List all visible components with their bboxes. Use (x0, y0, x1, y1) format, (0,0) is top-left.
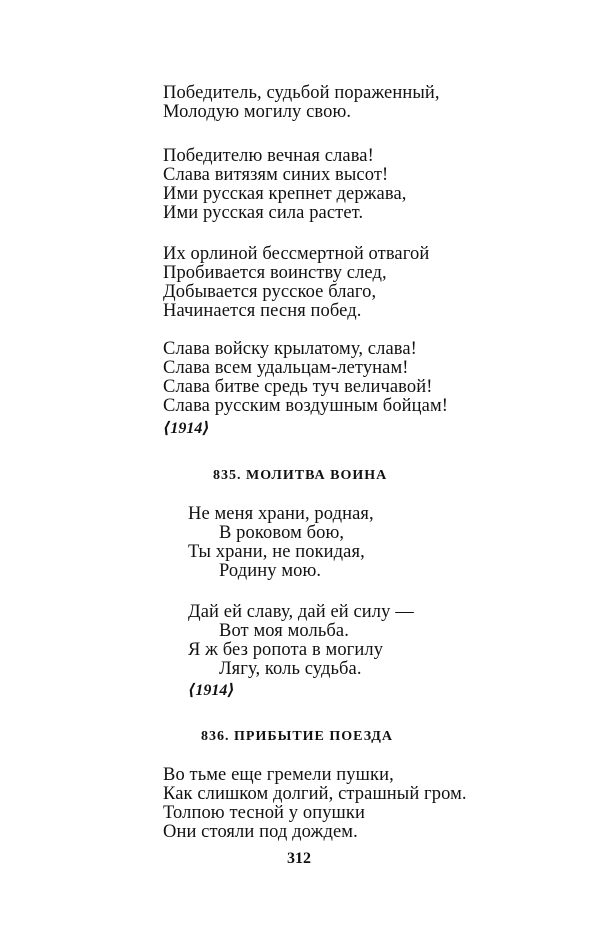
verse-line: Как слишком долгий, страшный гром. (163, 784, 467, 804)
poem-date: ⟨1914⟩ (188, 682, 235, 699)
poem-title: 836. ПРИБЫТИЕ ПОЕЗДА (201, 729, 393, 744)
verse-line: Начинается песня побед. (163, 301, 362, 321)
verse-line: Слава войску крылатому, слава! (163, 339, 417, 359)
verse-line: Во тьме еще гремели пушки, (163, 765, 394, 785)
verse-line: Ими русская сила растет. (163, 203, 364, 223)
verse-line: Толпою тесной у опушки (163, 803, 365, 823)
verse-line: Лягу, коль судьба. (219, 659, 362, 679)
verse-line: Дай ей славу, дай ей силу — (188, 602, 414, 622)
page-number: 312 (287, 850, 311, 867)
verse-line: Ими русская крепнет держава, (163, 184, 407, 204)
verse-line: В роковом бою, (219, 523, 345, 543)
verse-line: Они стояли под дождем. (163, 822, 358, 842)
verse-line: Слава русским воздушным бойцам! (163, 396, 449, 416)
poem-title: 835. МОЛИТВА ВОИНА (213, 468, 388, 483)
verse-line: Победителю вечная слава! (163, 146, 374, 166)
verse-line: Родину мою. (219, 561, 322, 581)
verse-line: Победитель, судьбой пораженный, (163, 83, 440, 103)
verse-line: Их орлиной бессмертной отвагой (163, 244, 430, 264)
poem-date: ⟨1914⟩ (163, 420, 210, 437)
verse-line: Ты храни, не покидая, (188, 542, 365, 562)
verse-line: Слава витязям синих высот! (163, 165, 389, 185)
verse-line: Добывается русское благо, (163, 282, 377, 302)
verse-line: Пробивается воинству след, (163, 263, 387, 283)
verse-line: Вот моя мольба. (219, 621, 349, 641)
verse-line: Не меня храни, родная, (188, 504, 374, 524)
verse-line: Молодую могилу свою. (163, 102, 352, 122)
verse-line: Слава всем удальцам-летунам! (163, 358, 409, 378)
verse-line: Я ж без ропота в могилу (188, 640, 384, 660)
verse-line: Слава битве средь туч величавой! (163, 377, 433, 397)
